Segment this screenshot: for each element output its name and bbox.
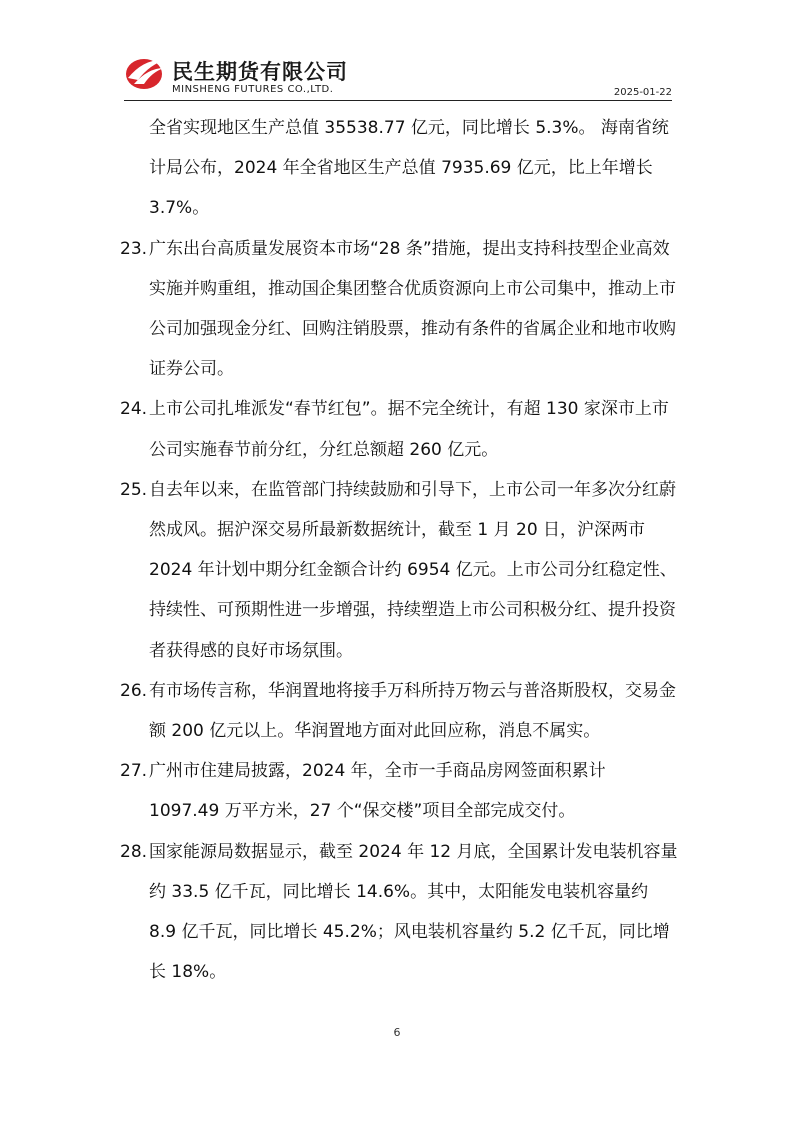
item-text: 国家能源局数据显示，截至 2024 年 12 月底，全国累计发电装机容量约 33.5 亿千瓦，同比增长 14.6%。其中，太阳能发电装机容量约 8.9 亿千瓦，同比增长 45.2%；风电装机容量约 5.2 亿千瓦，同比增长 18%。 <box>149 841 678 983</box>
news-list <box>120 108 680 992</box>
brand-name-cn: 民生期货有限公司 <box>172 60 348 84</box>
item-text: 广州市住建局披露，2024 年，全市一手商品房网签面积累计 1097.49 万平方米，27 个“保交楼”项目全部完成交付。 <box>149 761 606 822</box>
item-number: 28. <box>120 841 148 862</box>
item-text: 自去年以来，在监管部门持续鼓励和引导下，上市公司一年多次分红蔚然成风。据沪深交易所最新数据统计，截至 1 月 20 日，沪深两市 2024 年计划中期分红金额合计约 6954 亿元。上市公司分红稳定性、持续性、可预期性进一步增强，持续塑造上市公司积极分红、提升投资者获得感的良好市场氛围。 <box>149 479 677 661</box>
item-text: 广东出台高质量发展资本市场“28 条”措施，提出支持科技型企业高效实施并购重组，推动国企集团整合优质资源向上市公司集中，推动上市公司加强现金分红、回购注销股票，推动有条件的省属企业和地市收购证券公司。 <box>149 238 676 380</box>
item-number: 27. <box>120 761 148 782</box>
report-date: 2025-01-22 <box>613 87 672 98</box>
news-item-27 <box>120 751 680 831</box>
news-item-26 <box>120 671 680 751</box>
header-divider <box>124 100 672 101</box>
item-number: 26. <box>120 680 148 701</box>
news-item-28 <box>120 832 680 993</box>
page-header <box>124 50 672 102</box>
item-text: 上市公司扎堆派发“春节红包”。据不完全统计，有超 130 家深市上市公司实施春节前分红，分红总额超 260 亿元。 <box>149 399 669 460</box>
page-number: 6 <box>393 1026 401 1039</box>
news-item-24 <box>120 389 680 469</box>
continued-paragraph: 全省实现地区生产总值 35538.77 亿元，同比增长 5.3%。 海南省统计局公布，2024 年全省地区生产总值 7935.69 亿元，比上年增长 3.7%。 <box>149 118 669 219</box>
item-number: 23. <box>120 238 148 259</box>
item-number: 25. <box>120 479 148 500</box>
item-number: 24. <box>120 399 148 420</box>
brand-name-en: MINSHENG FUTURES CO.,LTD. <box>172 84 334 95</box>
news-item-25 <box>120 470 680 671</box>
item-text: 有市场传言称，华润置地将接手万科所持万物云与普洛斯股权，交易金额 200 亿元以上。华润置地方面对此回应称，消息不属实。 <box>149 680 676 742</box>
news-item-23 <box>120 229 680 390</box>
minsheng-logo-icon <box>124 54 168 92</box>
